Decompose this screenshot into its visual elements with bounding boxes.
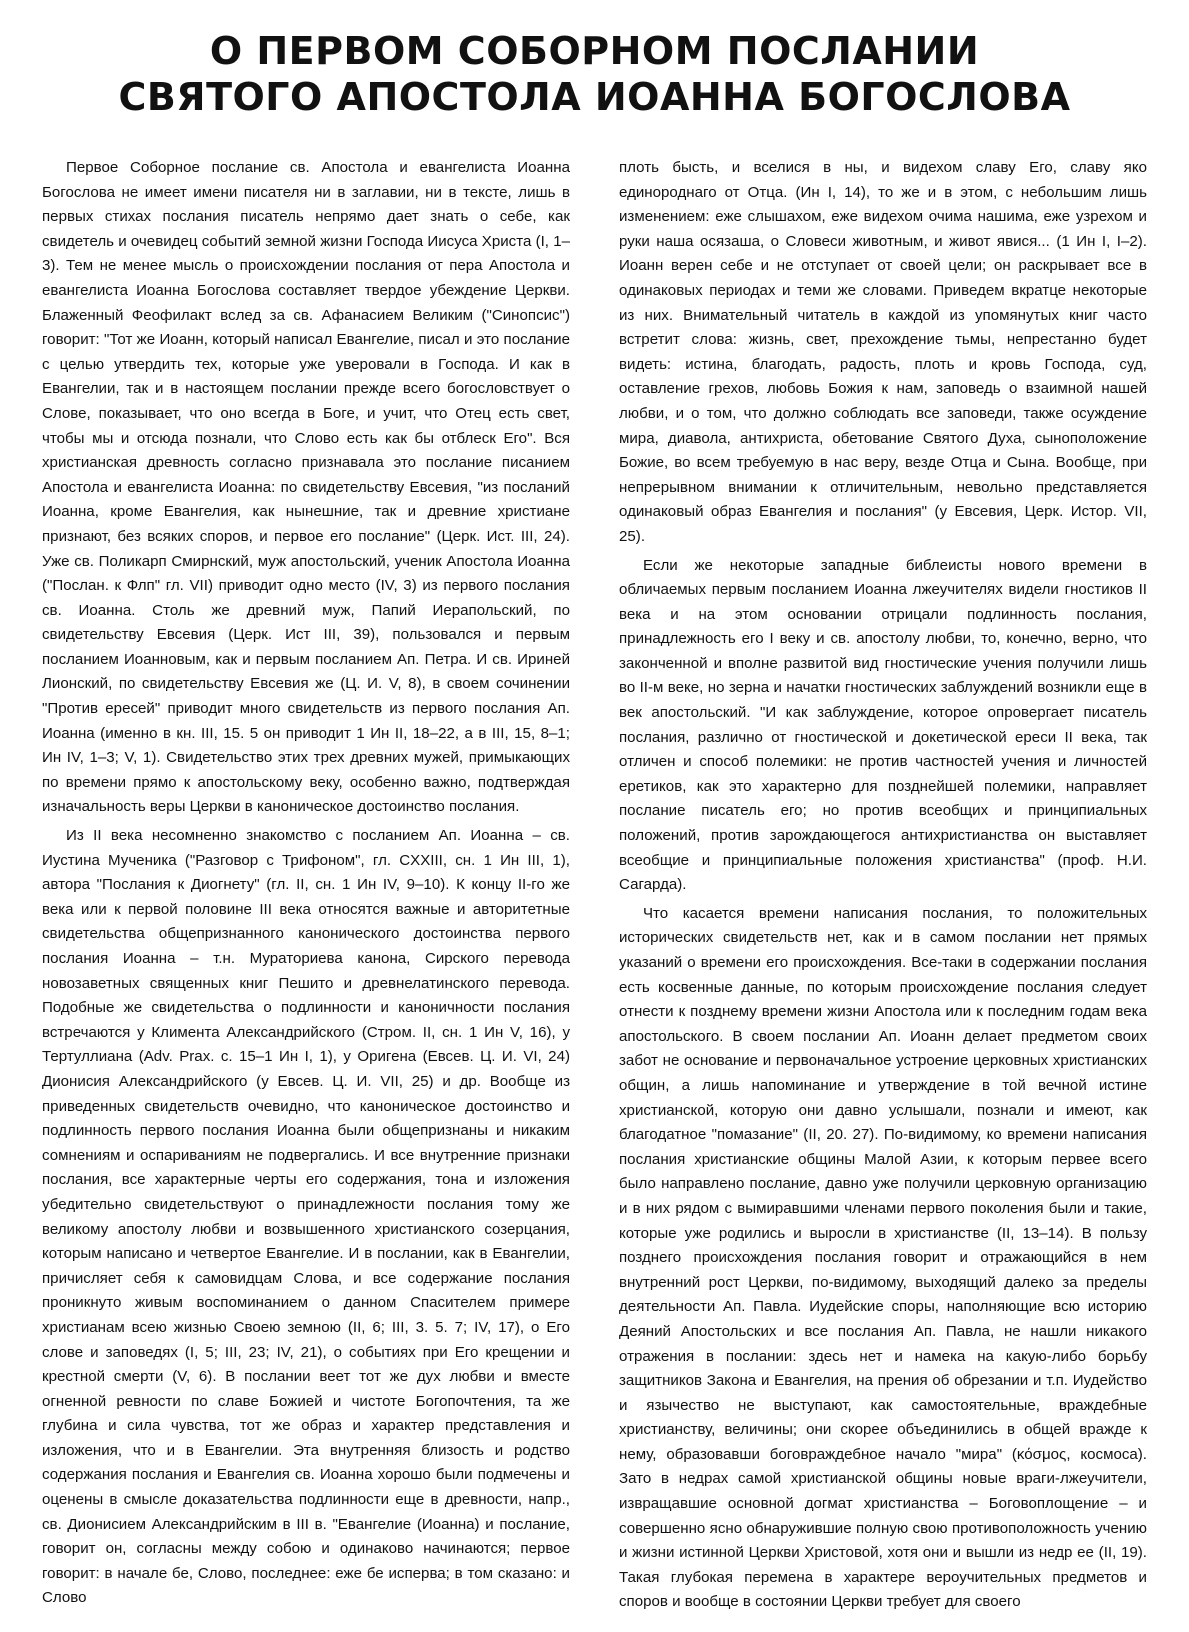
text-columns	[42, 156, 1147, 1611]
right-column	[619, 156, 1147, 1611]
left-column	[42, 156, 570, 1607]
paragraph: Что касается времени написания послания, то положительных исторических свидетельств нет, как и в самом послании нет прямых указаний о времени его происхождения. Все-таки в содержании послания есть косвенные данные, по которым происхождение послания следует отнести к позднему времени жизни Апостола или к последним годам века апостольского. В своем послании Ап. Иоанн делает предметом своих забот не основание и первоначальное устроение церковных христианских общин, а лишь напоминание и утверждение в той вечной истине христианской, которую они давно услышали, познали и имеют, как благодатное "помазание" (II, 20. 27). По-видимому, ко времени написания послания христианские общины Малой Азии, к которым первее всего было направлено послание, давно уже получили церковную организацию и в них рядом с вымиравшими членами первого поколения были и такие, которые уже родились и выросли в христианстве (II, 13–14). В пользу позднего происхождения послания говорит и отражающийся в нем внутренний рост Церкви, по-видимому, выходящий далеко за пределы деятельности Ап. Павла. Иудейские споры, наполняющие всю историю Деяний Апостольских и все послания Ап. Павла, не нашли никакого отражения в послании: здесь нет и намека на какую-либо борьбу защитников Закона и Евангелия, на прения об обрезании и т.п. Иудейство и язычество не выступают, как самостоятельные, враждебные христианству, величины; они скорее объединились в общей вражде к нему, образовавши боговраждебное начало "мира" (κόσμος, космоса). Зато в недрах самой христианской общины новые враги-лжеучители, извращавшие основной догмат христианства – Боговоплощение – и совершенно ясно обнаружившие полную свою противоположность учению и жизни истинной Церкви Христовой, хотя они и вышли из недр ее (II, 19). Такая глубокая перемена в характере вероучительных предметов и споров и вообще в состоянии Церкви требует для своего	[619, 904, 1147, 1611]
paragraph: Из II века несомненно знакомство с посланием Ап. Иоанна – св. Иустина Мученика ("Разговор с Трифоном", гл. CXXIII, сн. 1 Ин III, 1), автора "Послания к Диогнету" (гл. II, сн. 1 Ин IV, 9–10). К концу II-го же века или к первой половине III века относятся важные и авторитетные свидетельства общепризнанного канонического достоинства первого послания Иоанна – т.н. Мураториева канона, Сирского перевода новозаветных священных книг Пешито и древнелатинского перевода. Подобные же свидетельства о подлинности и каноничности послания встречаются у Климента Александрийского (Стром. II, сн. 1 Ин V, 16), у Тертуллиана (Adv. Prax. c. 15–1 Ин I, 1), у Оригена (Евсев. Ц. И. VI, 24) Дионисия Александрийского (у Евсев. Ц. И. VII, 25) и др. Вообще из приведенных свидетельств очевидно, что каноническое достоинство и подлинность первого послания Иоанна были общепризнаны и никаким сомнениям и оспариваниям не подвергались. И все внутренние признаки послания, все характерные черты его содержания, тона и изложения убедительно свидетельствуют о принадлежности послания тому же великому апостолу любви и возвышенного христианского созерцания, которым написано и четвертое Евангелие. И в послании, как в Евангелии, причисляет себя к самовидцам Слова, и все содержание послания проникнуто живым воспоминанием о данном Спасителем примере христианам всею жизнью Своею земною (II, 6; III, 3. 5. 7; IV, 17), о Его слове и заповедях (I, 5; III, 23; IV, 21), о событиях при Его крещении и крестной смерти (V, 6). В послании веет тот же дух любви и вместе огненной ревности по славе Божией и чистоте Богопочтения, та же глубина и сила чувства, тот же образ и характер представления и изложения, что и в Евангелии. Эта внутренняя близость и родство содержания послания и Евангелия св. Иоанна хорошо были подмечены и оценены в смысле доказательства подлинности еще в древности, напр., св. Дионисием Александрийским в III в. "Евангелие (Иоанна) и послание, говорит он, согласны между собою и одинаково начинаются; первое говорит: в начале бе, Слово, последнее: еже бе исперва; в том сказано: и Слово	[42, 827, 570, 1607]
title-line-1: О ПЕРВОМ СОБОРНОМ ПОСЛАНИИ	[209, 29, 980, 73]
title-line-2: СВЯТОГО АПОСТОЛА ИОАННА БОГОСЛОВА	[118, 75, 1071, 119]
paragraph: Первое Соборное послание св. Апостола и евангелиста Иоанна Богослова не имеет имени писателя ни в заглавии, ни в тексте, лишь в первых стихах послания писатель непрямо дает знать о себе, как свидетель и очевидец событий земной жизни Господа Иисуса Христа (I, 1–3). Тем не менее мысль о происхождении послания от пера Апостола и евангелиста Иоанна Богослова составляет твердое убеждение Церкви. Блаженный Феофилакт вслед за св. Афанасием Великим ("Синопсис") говорит: "Тот же Иоанн, который написал Евангелие, писал и это послание с целью утвердить тех, которые уже уверовали в Господа. И как в Евангелии, так и в настоящем послании прежде всего богословствует о Слове, показывает, что оно всегда в Боге, и учит, что Отец есть свет, чтобы мы и отсюда познали, что Слово есть как бы отблеск Его". Вся христианская древность согласно признавала это послание писанием Апостола и евангелиста Иоанна: по свидетельству Евсевия, "из посланий Иоанна, кроме Евангелия, как нынешние, так и древние христиане признают, без всяких споров, и первое его послание" (Церк. Ист. III, 24). Уже св. Поликарп Смирнский, муж апостольский, ученик Апостола Иоанна ("Послан. к Флп" гл. VII) приводит одно место (IV, 3) из первого послания св. Иоанна. Столь же древний муж, Папий Иерапольский, по свидетельству Евсевия (Церк. Ист III, 39), пользовался и первым посланием Иоанновым, как и первым посланием Ап. Петра. И св. Ириней Лионский, по свидетельству Евсевия же (Ц. И. V, 8), в своем сочинении "Против ересей" приводит много свидетельств из первого послания Ап. Иоанна (именно в кн. III, 15. 5 он приводит 1 Ин II, 18–22, а в III, 15, 8–1; Ин IV, 1–3; V, 1). Свидетельство этих трех древних мужей, примыкающих по времени прямо к апостольскому веку, особенно важно, подтверждая изначальность веры Церкви в каноническое достоинство послания.	[42, 159, 570, 816]
paragraph-continued: плоть бысть, и вселися в ны, и видехом славу Его, славу яко единороднаго от Отца. (Ин I, 14), то же и в этом, с небольшим лишь изменением: еже слышахом, еже видехом очима нашима, еже узрехом и руки наша осязаша, о Словеси животным, и живот явися... (1 Ин I, I–2). Иоанн верен себе и не отступает от своей цели; он раскрывает все в одинаковых периодах и теми же словами. Приведем вкратце некоторые из них. Внимательный читатель в каждой из упомянутых книг часто встретит слова: жизнь, свет, прехождение тьмы, непрестанно будет видеть: истина, благодать, радость, плоть и кровь Господа, суд, оставление грехов, любовь Божия к нам, заповедь о взаимной нашей любви, и о том, что должно соблюдать все заповеди, также осуждение мира, диавола, антихриста, обетование Святого Духа, сыноположение Божие, во всем требуемую в нас веру, везде Отца и Сына. Вообще, при непрерывном внимании к отличительным, невольно представляется одинаковый образ Евангелия и послания" (у Евсевия, Церк. Истор. VII, 25).	[619, 159, 1147, 545]
paragraph: Если же некоторые западные библеисты нового времени в обличаемых первым посланием Иоанна лжеучителях видели гностиков II века и на этом основании отрицали подлинность послания, принадлежность его I веку и св. апостолу любви, то, конечно, верно, что законченной и вполне развитой вид гностические учения получили лишь во II-м веке, но зерна и начатки гностических заблуждений возникли еще в век апостольский. "И как заблуждение, которое опровергает писатель послания, различно от гностической и докетической ереси II века, так отличен и способ полемики: не против частностей учения и личностей еретиков, как это характерно для позднейшей полемики, направляет послание писатель его; но против всеобщих и принципиальных положений, против зарождающегося антихристианства он выставляет всеобщие и принципиальные положения христианства" (проф. Н.И. Сагарда).	[619, 556, 1147, 894]
page-title	[42, 28, 1147, 120]
